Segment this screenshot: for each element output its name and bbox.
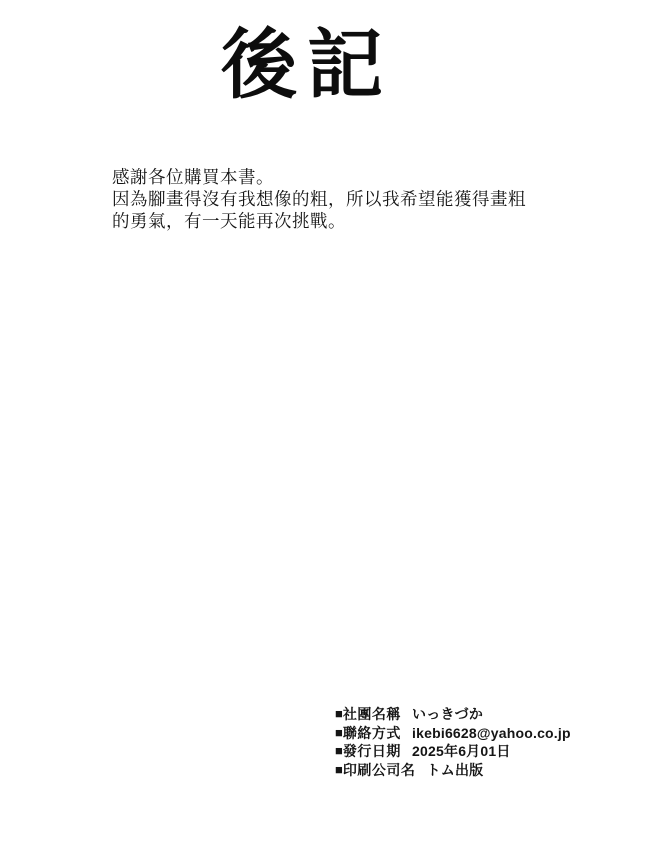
afterword-line: 的勇氣，有一天能再次挑戰。 (112, 211, 346, 231)
square-bullet-icon: ■ (335, 761, 343, 777)
square-bullet-icon: ■ (335, 706, 343, 721)
colophon-value: トム出版 (426, 761, 484, 778)
colophon-label: 發行日期 (342, 743, 401, 759)
afterword-paragraph (112, 166, 526, 232)
square-bullet-icon: ■ (335, 743, 343, 758)
colophon-label: 社團名稱 (342, 706, 401, 722)
colophon-row-printer (335, 761, 571, 780)
colophon (335, 705, 571, 779)
afterword-line: 因為腳畫得沒有我想像的粗，所以我希望能獲得畫粗 (112, 189, 526, 209)
colophon-value: ikebi6628@yahoo.co.jp (412, 724, 571, 741)
afterword-line: 感謝各位購買本書。 (112, 167, 274, 187)
colophon-row-contact (335, 724, 571, 743)
colophon-label: 聯絡方式 (342, 724, 401, 741)
colophon-value: いっきづか (412, 706, 484, 722)
colophon-row-publish-date (335, 742, 571, 761)
page-title: 後記 (221, 23, 393, 108)
square-bullet-icon: ■ (335, 724, 343, 740)
colophon-label: 印刷公司名 (342, 761, 416, 778)
colophon-row-circle-name (335, 705, 571, 724)
colophon-value: 2025年6月01日 (412, 743, 511, 759)
